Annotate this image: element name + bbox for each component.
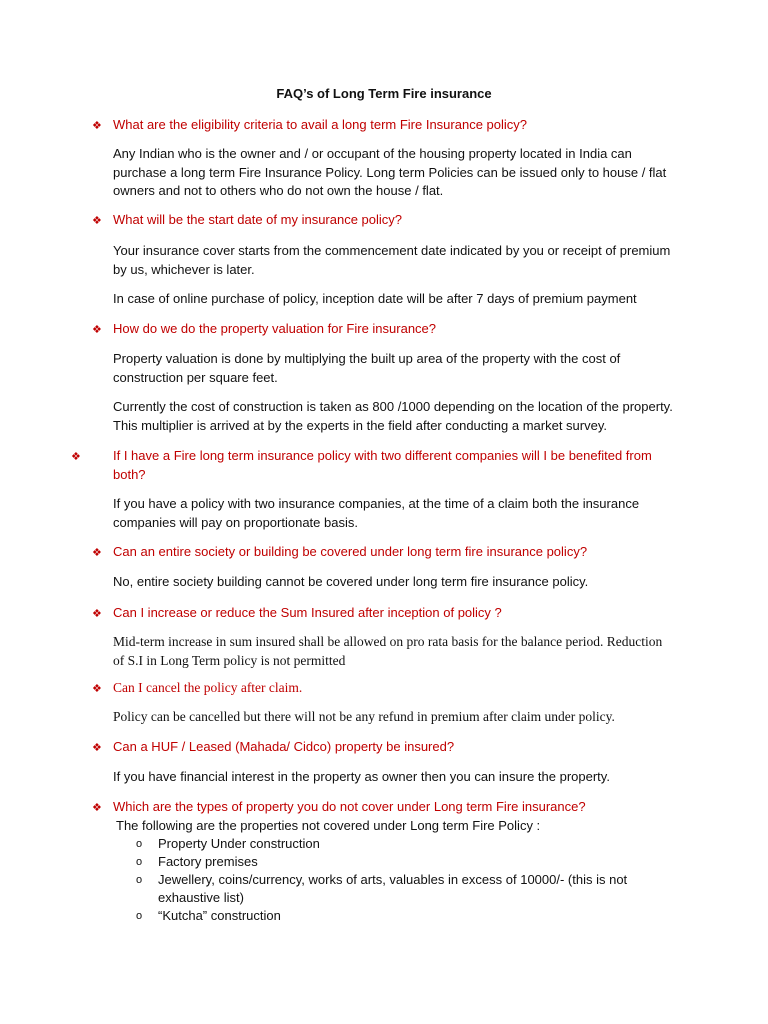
faq-question-6: ❖ Can I increase or reduce the Sum Insured after inception of policy ? bbox=[92, 604, 712, 623]
faq-answer-9: The following are the properties not covered under Long term Fire Policy : bbox=[116, 818, 541, 833]
faq-answer-4: If you have a policy with two insurance companies, at the time of a claim both the insurance companies will pay on proportionate basis. bbox=[113, 496, 640, 530]
page-title: FAQ’s of Long Term Fire insurance bbox=[276, 86, 492, 101]
list-item: o Jewellery, coins/currency, works of arts, valuables in excess of 10000/- (this is not exhaustive list) bbox=[136, 872, 628, 905]
faq-answer-3a: Property valuation is done by multiplying the built up area of the property with the cost of construction per square feet. bbox=[113, 351, 621, 385]
faq-question-1: ❖ What are the eligibility criteria to avail a long term Fire Insurance policy? bbox=[92, 116, 712, 135]
faq-answer-5: No, entire society building cannot be covered under long term fire insurance policy. bbox=[113, 574, 589, 589]
faq-question-7: ❖ Can I cancel the policy after claim. bbox=[92, 679, 712, 698]
list-item: o Property Under construction bbox=[136, 836, 320, 851]
circle-bullet-icon: o bbox=[136, 838, 143, 850]
list-item: o Factory premises bbox=[136, 854, 258, 869]
circle-bullet-icon: o bbox=[136, 874, 143, 886]
diamond-bullet-icon: ❖ bbox=[92, 802, 102, 814]
diamond-bullet-icon: ❖ bbox=[92, 742, 102, 754]
faq-answer-6: Mid-term increase in sum insured shall be allowed on pro rata basis for the balance period. Reduction of S.I in Long Term policy is not permitted bbox=[113, 634, 663, 668]
circle-bullet-icon: o bbox=[136, 856, 143, 868]
faq-answer-1: Any Indian who is the owner and / or occupant of the housing property located in India can purchase a long term Fire Insurance Policy. Long term Policies can be issued only to house / flat owners and not to others who do not own the house / flat. bbox=[113, 146, 667, 198]
faq-question-3: ❖ How do we do the property valuation for Fire insurance? bbox=[92, 320, 712, 339]
faq-question-5: ❖ Can an entire society or building be covered under long term fire insurance policy? bbox=[92, 543, 712, 562]
diamond-bullet-icon: ❖ bbox=[92, 215, 102, 227]
diamond-bullet-icon: ❖ bbox=[71, 451, 81, 463]
faq-question-4: ❖ If I have a Fire long term insurance policy with two different companies will I be benefited from both? bbox=[71, 448, 652, 482]
faq-question-2: ❖ What will be the start date of my insurance policy? bbox=[92, 211, 712, 230]
diamond-bullet-icon: ❖ bbox=[92, 547, 102, 559]
faq-answer-8: If you have financial interest in the property as owner then you can insure the property. bbox=[113, 769, 610, 784]
circle-bullet-icon: o bbox=[136, 910, 143, 922]
faq-question-8: ❖ Can a HUF / Leased (Mahada/ Cidco) property be insured? bbox=[92, 738, 712, 757]
faq-answer-3b: Currently the cost of construction is taken as 800 /1000 depending on the location of the property. This multiplier is arrived at by the experts in the field after conducting a market survey. bbox=[113, 399, 673, 433]
excluded-property-list bbox=[136, 835, 656, 925]
diamond-bullet-icon: ❖ bbox=[92, 324, 102, 336]
faq-answer-7: Policy can be cancelled but there will not be any refund in premium after claim under policy. bbox=[113, 709, 615, 724]
faq-answer-2b: In case of online purchase of policy, inception date will be after 7 days of premium payment bbox=[113, 291, 637, 306]
list-item: o “Kutcha” construction bbox=[136, 908, 281, 923]
diamond-bullet-icon: ❖ bbox=[92, 608, 102, 620]
faq-answer-2a: Your insurance cover starts from the commencement date indicated by you or receipt of premium by us, whichever is later. bbox=[113, 243, 671, 277]
faq-question-9: ❖ Which are the types of property you do not cover under Long term Fire insurance? bbox=[92, 798, 712, 817]
diamond-bullet-icon: ❖ bbox=[92, 683, 102, 695]
diamond-bullet-icon: ❖ bbox=[92, 120, 102, 132]
